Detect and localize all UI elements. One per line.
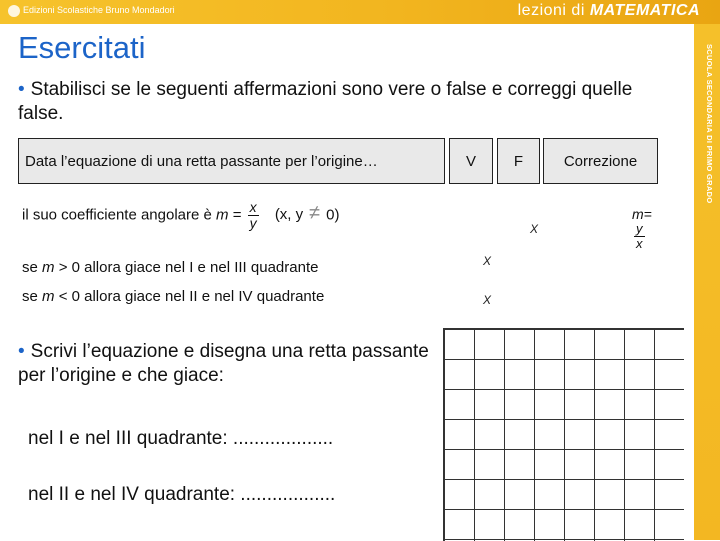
row3-true-mark: X xyxy=(483,293,492,307)
answer-line-2[interactable]: nel II e nel IV quadrante: .................. xyxy=(28,484,336,505)
statement-row-3: se m < 0 allora giace nel II e nel IV quadrante xyxy=(22,288,325,305)
row1-cond-close: 0) xyxy=(326,206,340,224)
statement-row-1 xyxy=(22,200,339,231)
row1-text: il suo coefficiente angolare è xyxy=(22,206,212,224)
top-bar xyxy=(0,0,720,24)
squared-paper-grid[interactable] xyxy=(443,328,684,541)
header-statement: Data l’equazione di una retta passante per l’origine… xyxy=(18,138,445,184)
bullet-icon: • xyxy=(18,341,25,362)
row1-eq: = xyxy=(232,206,242,224)
brand-logo xyxy=(518,2,700,20)
instruction-2 xyxy=(18,340,438,388)
publisher-name: Edizioni Scolastiche Bruno Mondadori xyxy=(23,5,175,15)
row1-false-mark: X xyxy=(530,222,539,236)
statement-row-2: se m > 0 allora giace nel I e nel III quadrante xyxy=(22,259,319,276)
brand-main: MATEMATICA xyxy=(589,2,700,19)
header-false: F xyxy=(497,138,540,184)
true-false-table xyxy=(18,138,658,310)
answer-line-1[interactable]: nel I e nel III quadrante: ................... xyxy=(28,428,334,449)
instruction-1 xyxy=(18,78,658,126)
instruction-2-text: Scrivi l’equazione e disegna una retta passante per l’origine e che giace: xyxy=(18,341,429,386)
publisher-logo-icon xyxy=(8,5,20,17)
neq-symbol: ≠ xyxy=(309,202,321,225)
instruction-1-text: Stabilisci se le seguenti affermazioni sono vere o false e correggi quelle false. xyxy=(18,79,633,124)
row1-cond: (x, y xyxy=(274,206,304,224)
row2-true-mark: X xyxy=(483,254,492,268)
header-true: V xyxy=(449,138,493,184)
row1-fraction: $\frac{x}{y}$ xyxy=(249,199,257,231)
brand-prefix: lezioni di xyxy=(517,2,585,19)
row1-correction: m= $\frac{y}{x}$ xyxy=(632,206,652,251)
row1-var: m xyxy=(216,206,229,224)
side-label: SCUOLA SECONDARIA DI PRIMO GRADO xyxy=(705,44,714,204)
correction-fraction: $\frac{y}{x}$ xyxy=(636,221,643,251)
bullet-icon: • xyxy=(18,79,25,100)
page-title: Esercitati xyxy=(18,30,146,65)
header-correction: Correzione xyxy=(543,138,658,184)
